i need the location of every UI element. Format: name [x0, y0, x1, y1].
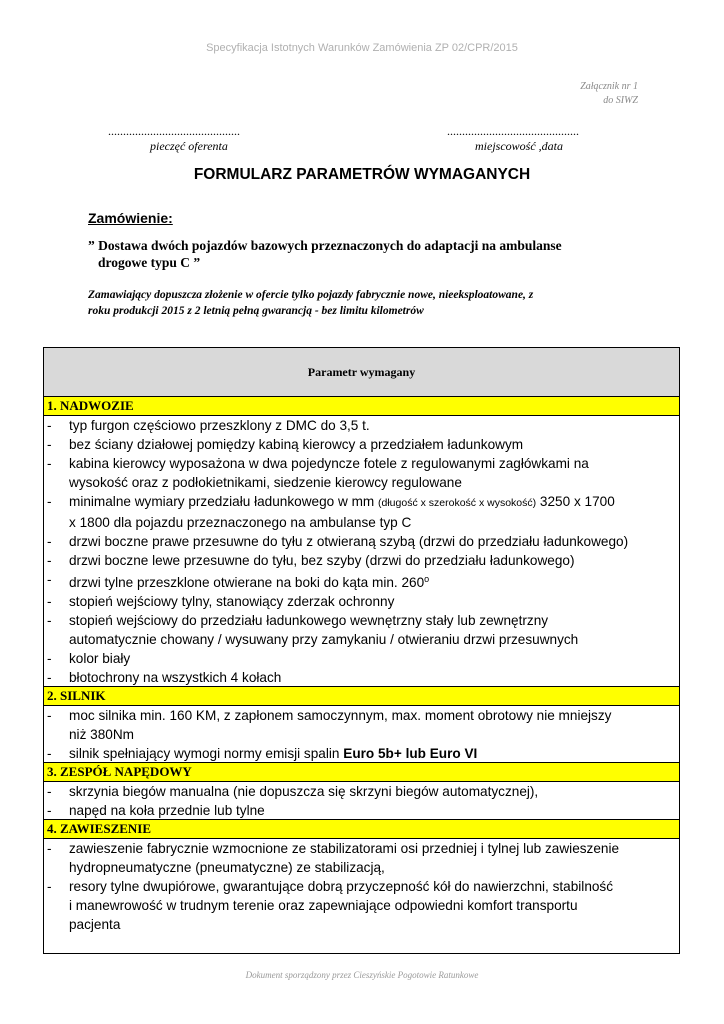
signature-dots: ............................................ [108, 124, 240, 138]
section-header-drivetrain: 3. ZESPÓŁ NAPĘDOWY [44, 762, 679, 782]
list-item: - typ furgon częściowo przeszklony z DMC do 3,5 t. [44, 416, 679, 435]
section-items-drivetrain [44, 782, 679, 820]
list-item-text: minimalne wymiary przedziału ładunkowego w mm [69, 494, 375, 509]
list-item-text: drzwi tylne przeszklone otwierane na boki do kąta min. 260 [69, 575, 425, 590]
annex-line-1: Załącznik nr 1 [580, 81, 638, 92]
section-header-body: 1. NADWOZIE [44, 397, 679, 416]
signature-bidder-stamp [108, 124, 240, 154]
parameters-table [43, 347, 680, 954]
emission-standard: Euro 5b+ lub Euro VI [343, 746, 478, 761]
list-item-text: i manewrowość w trudnym terenie oraz zapewniające odpowiedni komfort transportu [69, 898, 578, 913]
signature-caption: pieczęć oferenta [150, 139, 228, 153]
list-item: - kolor biały [44, 649, 679, 668]
list-item [44, 877, 679, 934]
list-item-text: moc silnika min. 160 KM, z zapłonem samoczynnym, max. moment obrotowy nie mniejszy [69, 708, 612, 723]
document-title: FORMULARZ PARAMETRÓW WYMAGANYCH [193, 166, 531, 183]
list-item-text: stopień wejściowy do przedziału ładunkowego wewnętrzny stały lub zewnętrzny [69, 613, 549, 628]
list-item-text: x 1800 dla pojazdu przeznaczonego na ambulanse typ C [69, 515, 412, 530]
list-item-text: resory tylne dwupiórowe, gwarantujące dobrą przyczepność kół do nawierzchni, stabilność [69, 879, 614, 894]
condition-note [88, 287, 648, 319]
list-item [44, 454, 679, 492]
order-description [88, 237, 648, 271]
list-item-text: pacjenta [69, 917, 121, 932]
list-item-text: wysokość oraz z podłokietnikami, siedzenie kierowcy regulowane [69, 475, 462, 490]
list-item [44, 611, 679, 649]
list-item [44, 706, 679, 744]
list-item-text: hydropneumatyczne (pneumatyczne) ze stabilizacją, [69, 860, 385, 875]
table-header: Parametr wymagany [44, 348, 679, 397]
annex-line-2: do SIWZ [603, 95, 638, 106]
list-item: - stopień wejściowy tylny, stanowiący zderzak ochronny [44, 592, 679, 611]
section-items-body [44, 416, 679, 687]
note-line-1: Zamawiający dopuszcza złożenie w ofercie tylko pojazdy fabrycznie nowe, nieeksploatowane, z [88, 289, 534, 301]
list-item-text: kabina kierowcy wyposażona w dwa pojedyncze fotele z regulowanymi zagłówkami na [69, 456, 589, 471]
section-header-engine: 2. SILNIK [44, 686, 679, 706]
list-item [44, 744, 679, 763]
list-item: - drzwi boczne lewe przesuwne do tyłu, bez szyby (drzwi do przedziału ładunkowego) [44, 551, 679, 570]
list-item-text: zawieszenie fabrycznie wzmocnione ze stabilizatorami osi przedniej i tylnej lub zawieszenie [69, 841, 620, 856]
annex-label [580, 80, 638, 108]
list-item: - bez ściany działowej pomiędzy kabiną kierowcy a przedziałem ładunkowym [44, 435, 679, 454]
list-item [44, 570, 679, 592]
list-item [44, 492, 679, 532]
list-item-text: 3250 x 1700 [539, 494, 615, 509]
order-line-1: ” Dostawa dwóch pojazdów bazowych przeznaczonych do adaptacji na ambulanse [88, 238, 562, 253]
list-item-text: automatycznie chowany / wysuwany przy zamykaniu / otwieraniu drzwi przesuwnych [69, 632, 579, 647]
degree-superscript: o [424, 574, 430, 584]
section-header-suspension: 4. ZAWIESZENIE [44, 819, 679, 839]
page-footer: Dokument sporządzony przez Cieszyńskie Pogotowie Ratunkowe [245, 970, 479, 980]
list-item: - skrzynia biegów manualna (nie dopuszcza się skrzyni biegów automatycznej), [44, 782, 679, 801]
running-header: Specyfikacja Istotnych Warunków Zamówienia ZP 02/CPR/2015 [206, 42, 518, 54]
order-label: Zamówienie: [88, 210, 173, 226]
signature-dots: ............................................ [447, 124, 579, 138]
list-item-text: silnik spełniający wymogi normy emisji spalin [69, 746, 340, 761]
list-item-text: niż 380Nm [69, 727, 134, 742]
signature-place-date [447, 124, 579, 154]
signature-caption: miejscowość ,data [475, 139, 563, 153]
order-line-2: drogowe typu C ” [98, 255, 201, 270]
section-items-suspension [44, 839, 679, 934]
list-item: - napęd na koła przednie lub tylne [44, 801, 679, 820]
section-items-engine [44, 706, 679, 763]
note-line-2: roku produkcji 2015 z 2 letnią pełną gwarancją - bez limitu kilometrów [88, 305, 424, 317]
dimension-note: (długość x szerokość x wysokość) [378, 497, 537, 509]
list-item: - błotochrony na wszystkich 4 kołach [44, 668, 679, 687]
list-item: - drzwi boczne prawe przesuwne do tyłu z otwieraną szybą (drzwi do przedziału ładunkowego) [44, 532, 679, 551]
list-item [44, 839, 679, 877]
